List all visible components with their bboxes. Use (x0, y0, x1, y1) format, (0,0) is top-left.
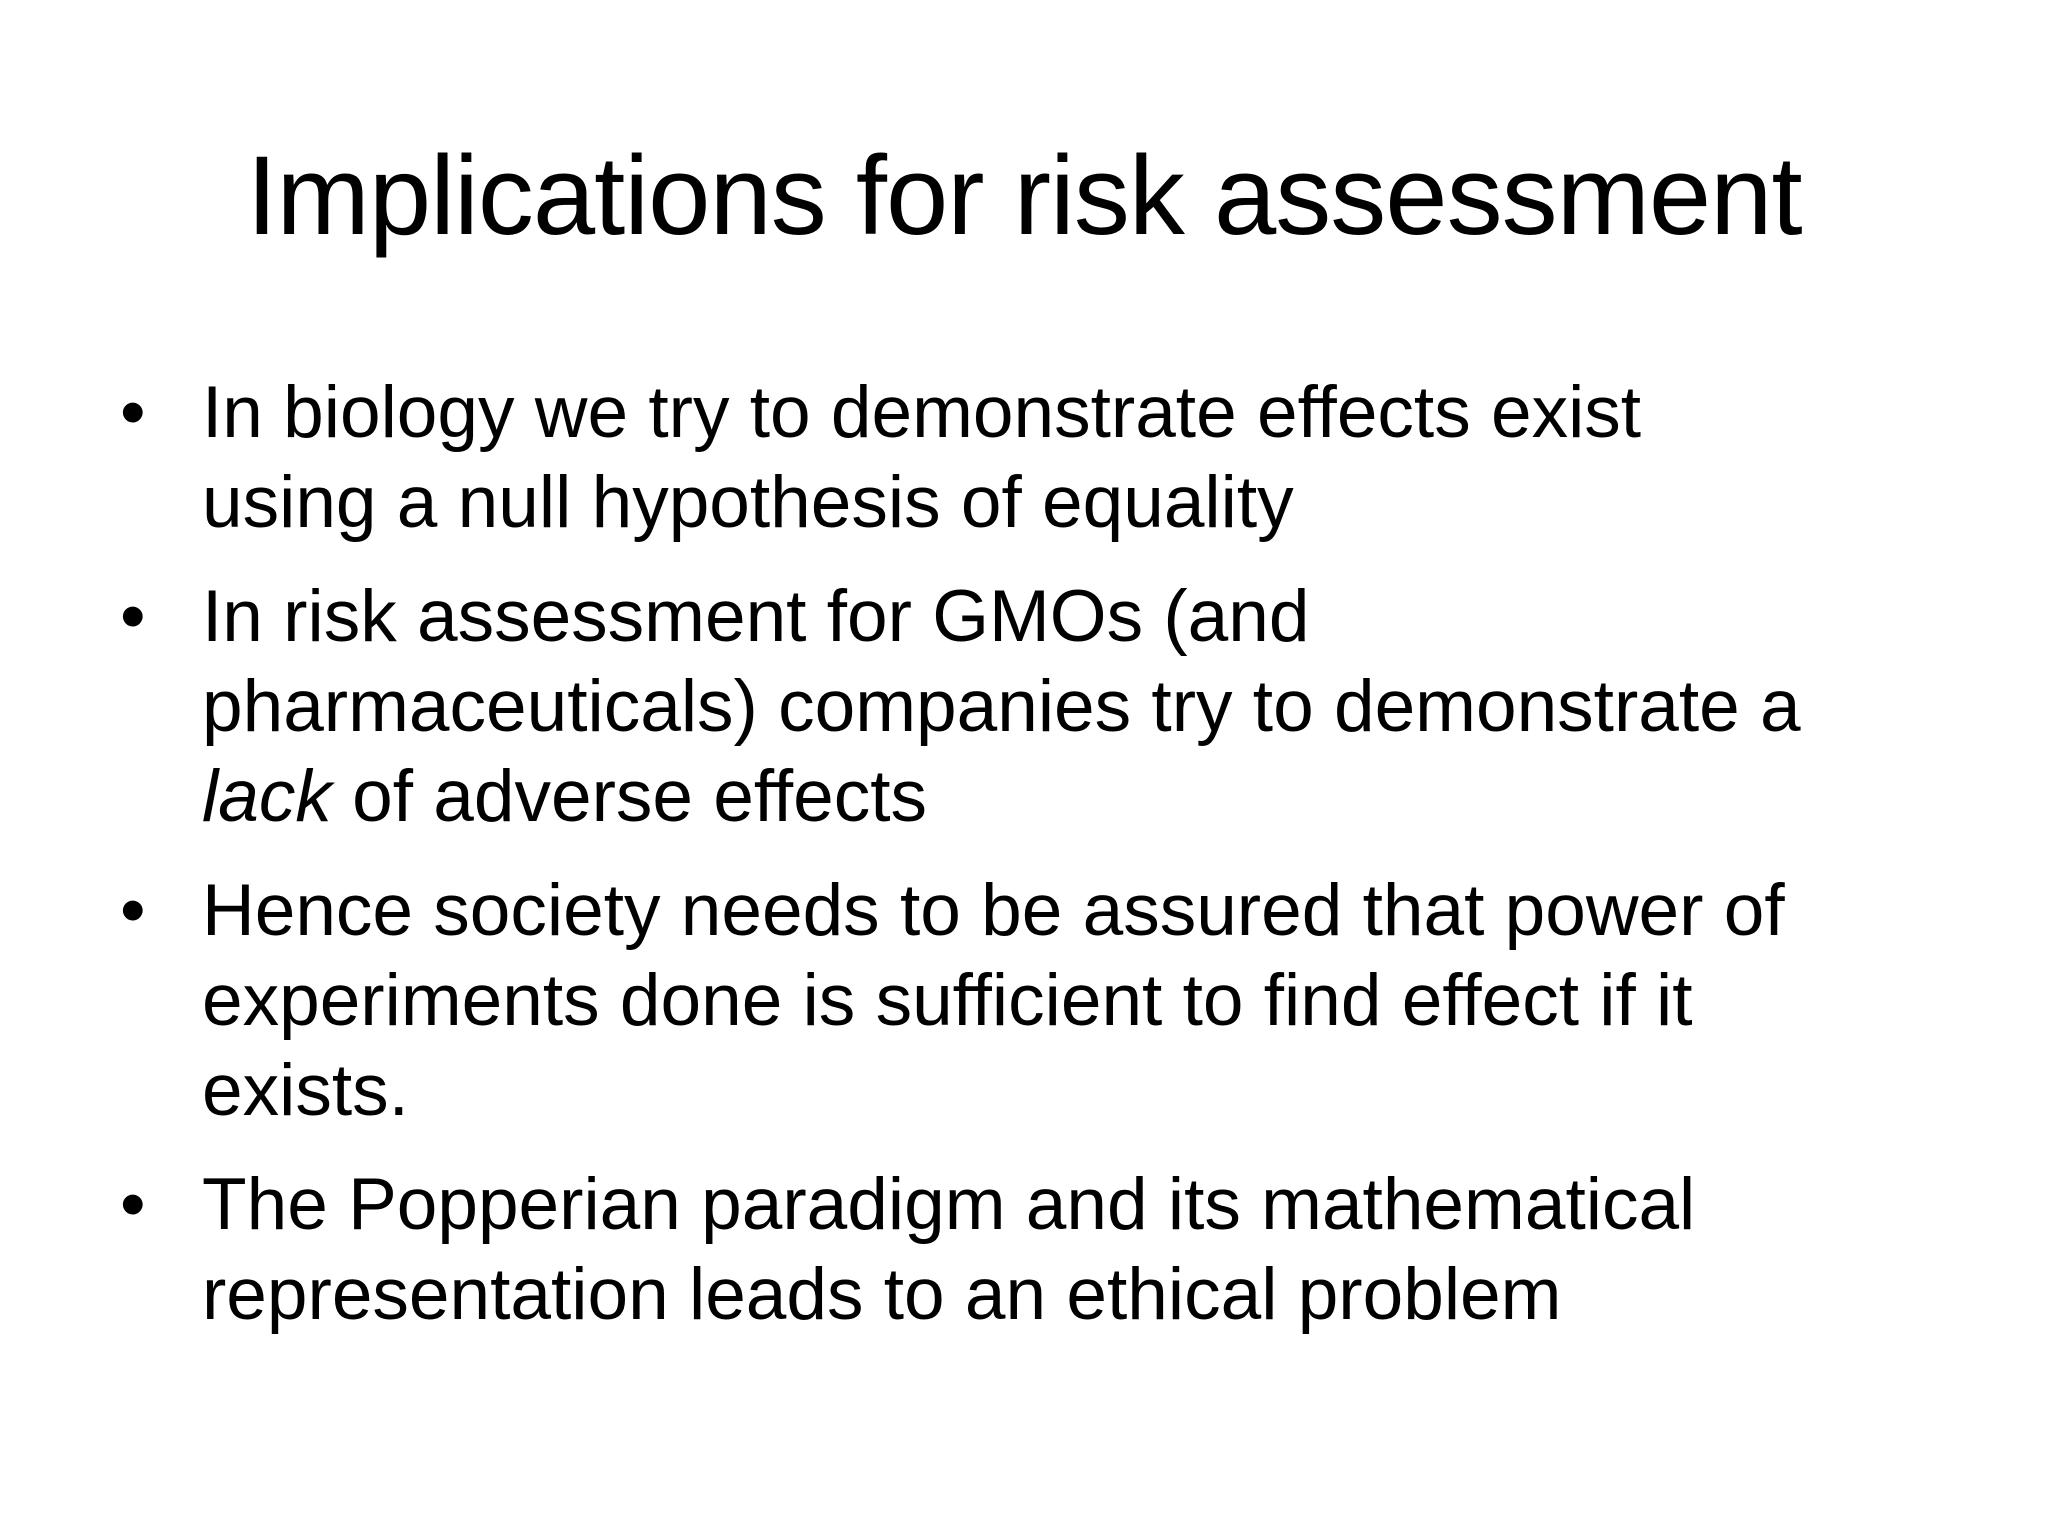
bullet-text-fragment: of adverse effects (331, 756, 927, 837)
bullet-list (120, 368, 1950, 1364)
bullet-icon: • (120, 372, 146, 453)
bullet-icon: • (120, 576, 146, 657)
bullet-text-line (202, 752, 1950, 842)
emphasized-word: lack (202, 756, 332, 837)
bullet-item (120, 572, 1950, 842)
bullet-text-line: using a null hypothesis of equality (202, 462, 1294, 543)
bullet-text-line: In biology we try to demonstrate effects exist (202, 372, 1642, 453)
bullet-text-line: In risk assessment for GMOs (and (202, 576, 1310, 657)
bullet-item (120, 1160, 1950, 1340)
slide-title: Implications for risk assessment (246, 133, 1802, 258)
bullet-icon: • (120, 1164, 146, 1245)
bullet-text-line: experiments done is sufficient to find effect if it (202, 960, 1693, 1041)
bullet-icon: • (120, 870, 146, 951)
bullet-text-line: The Popperian paradigm and its mathematical (202, 1164, 1696, 1245)
bullet-text-line: pharmaceuticals) companies try to demonstrate a (202, 666, 1801, 747)
bullet-item (120, 866, 1950, 1136)
bullet-item (120, 368, 1950, 548)
bullet-text-line: exists. (202, 1050, 409, 1131)
bullet-text-line: Hence society needs to be assured that power of (202, 870, 1785, 951)
bullet-text-line: representation leads to an ethical problem (202, 1254, 1562, 1335)
